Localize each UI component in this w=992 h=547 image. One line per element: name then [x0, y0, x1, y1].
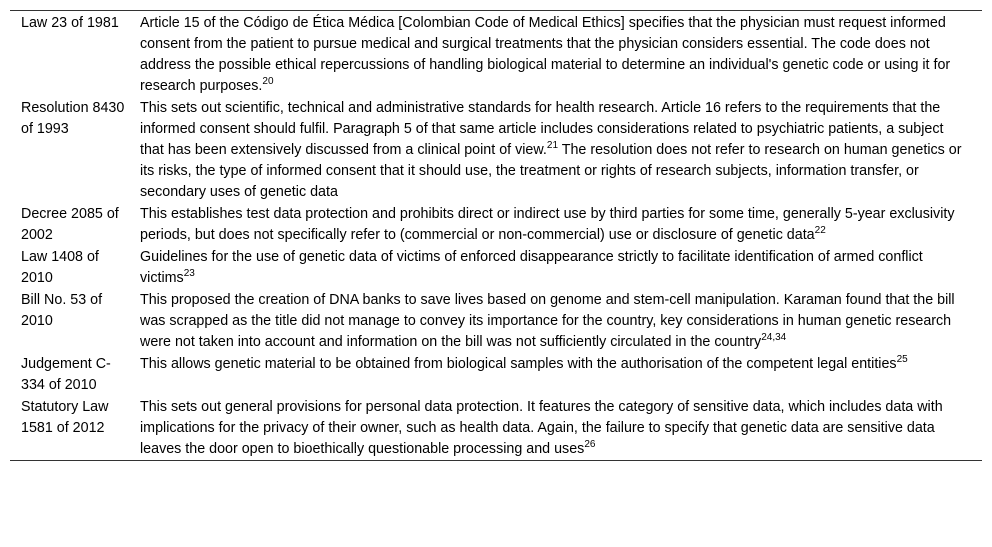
- law-name-text: Statutory Law 1581 of 2012: [21, 399, 109, 436]
- table-row: [10, 11, 982, 98]
- description-text: This proposed the creation of DNA banks to save lives based on genome and stem-cell manipulation. Karaman found that the bill was scrapped as the title did not manage to convey its importance for the country, key considerations in human genetic research were not taken into account and information on the bill was not sufficiently circulated in the country: [140, 292, 955, 350]
- description-text: Article 15 of the Código de Ética Médica [Colombian Code of Medical Ethics] specifies that the physician must request informed consent from the patient to pursue medical and surgical treatments that the physician considers essential. The code does not address the possible ethical repercussions of handling biological material to determine an individual's genetic code or using it for research purposes.: [140, 15, 951, 94]
- table-row: [10, 353, 982, 396]
- description-text-continued: The resolution does not refer to research on human genetics or its risks, the type of informed consent that it should use, the treatment or rights of research subjects, information transfer, or secondary uses of genetic data: [140, 142, 962, 200]
- law-description: [140, 289, 982, 353]
- description-text: This establishes test data protection and prohibits direct or indirect use by third parties for some time, generally 5-year exclusivity periods, but does not specifically refer to (commercial or non-commercial) use or disclosure of genetic data: [140, 206, 955, 243]
- reference-superscript: 25: [896, 354, 908, 365]
- law-name-text: Bill No. 53 of 2010: [21, 292, 103, 329]
- description-text: Guidelines for the use of genetic data of victims of enforced disappearance strictly to facilitate identification of armed conflict victims: [140, 249, 923, 286]
- law-name-text: Decree 2085 of 2002: [21, 206, 119, 243]
- law-name: [10, 353, 140, 396]
- legislation-table-container: [10, 10, 982, 461]
- law-name: [10, 97, 140, 203]
- law-name: [10, 246, 140, 289]
- law-name-text: Judgement C-334 of 2010: [21, 356, 111, 393]
- table-row: [10, 97, 982, 203]
- law-name-text: Law 23 of 1981: [21, 15, 119, 31]
- description-text: This allows genetic material to be obtained from biological samples with the authorisation of the competent legal entities: [140, 356, 897, 372]
- description-text: This sets out scientific, technical and administrative standards for health research. Article 16 refers to the requirements that the informed consent should fulfil. Paragraph 5 of that same article includes considerations related to psychiatric patients, a subject that has been extensively discussed from a clinical point of view.: [140, 100, 944, 158]
- law-description: [140, 11, 982, 98]
- table-row: [10, 289, 982, 353]
- table-row: [10, 203, 982, 246]
- law-name: [10, 289, 140, 353]
- description-text: This sets out general provisions for personal data protection. It features the category of sensitive data, which includes data with implications for the privacy of their owner, such as health data. Again, the failure to specify that genetic data are sensitive data leaves the door open to bioethically questionable processing and uses: [140, 399, 943, 457]
- law-name: [10, 396, 140, 461]
- reference-superscript: 23: [183, 268, 195, 279]
- reference-superscript: 21: [546, 140, 559, 151]
- reference-superscript: 20: [262, 76, 274, 87]
- law-description: [140, 353, 982, 396]
- reference-superscript: 26: [584, 439, 596, 450]
- law-name: [10, 11, 140, 98]
- law-description: [140, 246, 982, 289]
- law-description: [140, 97, 982, 203]
- law-name: [10, 203, 140, 246]
- reference-superscript: 24,34: [761, 332, 787, 343]
- legislation-table: [10, 10, 982, 461]
- law-description: [140, 203, 982, 246]
- law-name-text: Resolution 8430 of 1993: [21, 100, 125, 137]
- reference-superscript: 22: [814, 225, 826, 236]
- law-description: [140, 396, 982, 461]
- law-name-text: Law 1408 of 2010: [21, 249, 99, 286]
- table-row: [10, 396, 982, 461]
- table-row: [10, 246, 982, 289]
